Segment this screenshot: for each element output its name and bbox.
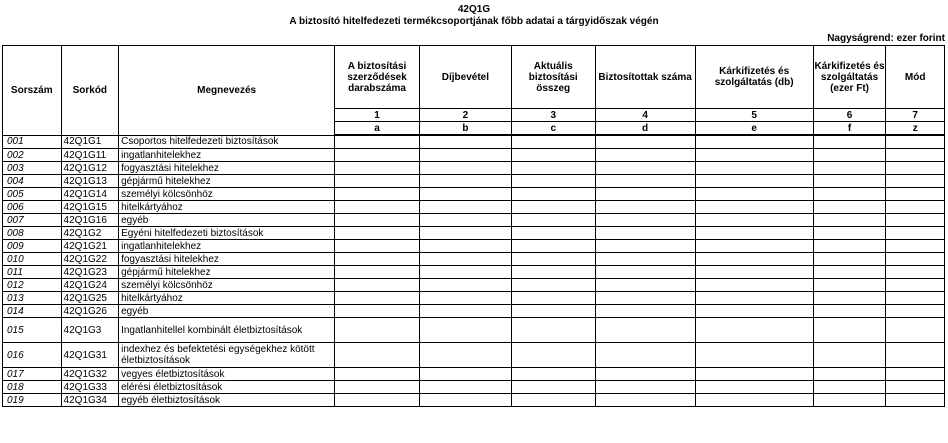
data-cell[interactable] (511, 188, 595, 201)
row-code: 42Q1G14 (61, 188, 119, 201)
row-code: 42Q1G21 (61, 240, 119, 253)
data-cell[interactable] (886, 305, 945, 318)
data-cell[interactable] (886, 162, 945, 175)
col-letter: c (511, 122, 595, 136)
row-code: 42Q1G12 (61, 162, 119, 175)
row-code: 42Q1G2 (61, 227, 119, 240)
data-cell[interactable] (595, 253, 695, 266)
row-name: elérési életbiztosítások (119, 381, 335, 394)
row-code: 42Q1G15 (61, 201, 119, 214)
row-number: 015 (3, 318, 62, 343)
data-cell[interactable] (813, 318, 886, 343)
row-name: hitelkártyához (119, 201, 335, 214)
data-cell[interactable] (335, 175, 420, 188)
col-header-label: Díjbevétel (419, 46, 511, 109)
data-cell[interactable] (886, 292, 945, 305)
data-cell[interactable] (335, 266, 420, 279)
data-cell[interactable] (695, 135, 813, 149)
data-cell[interactable] (511, 279, 595, 292)
data-cell[interactable] (695, 240, 813, 253)
data-cell[interactable] (419, 227, 511, 240)
data-cell[interactable] (595, 318, 695, 343)
col-number: 6 (813, 109, 886, 122)
table-row (3, 201, 945, 214)
row-number: 014 (3, 305, 62, 318)
table-header (3, 46, 945, 136)
row-number: 018 (3, 381, 62, 394)
data-cell[interactable] (813, 135, 886, 149)
data-cell[interactable] (886, 149, 945, 162)
table-row (3, 394, 945, 407)
table-row (3, 188, 945, 201)
col-header-megnevezes: Megnevezés (119, 46, 335, 136)
data-cell[interactable] (335, 279, 420, 292)
data-cell[interactable] (335, 305, 420, 318)
data-cell[interactable] (695, 253, 813, 266)
col-number: 2 (419, 109, 511, 122)
data-cell[interactable] (695, 343, 813, 368)
row-code: 42Q1G16 (61, 214, 119, 227)
data-cell[interactable] (419, 279, 511, 292)
data-cell[interactable] (813, 188, 886, 201)
data-cell[interactable] (595, 368, 695, 381)
data-cell[interactable] (886, 368, 945, 381)
col-number: 3 (511, 109, 595, 122)
col-letter: f (813, 122, 886, 136)
row-name: Egyéni hitelfedezeti biztosítások (119, 227, 335, 240)
data-cell[interactable] (419, 305, 511, 318)
data-cell[interactable] (419, 318, 511, 343)
data-cell[interactable] (511, 201, 595, 214)
data-cell[interactable] (813, 292, 886, 305)
data-cell[interactable] (595, 343, 695, 368)
table-row (3, 227, 945, 240)
data-cell[interactable] (511, 266, 595, 279)
row-number: 016 (3, 343, 62, 368)
data-cell[interactable] (886, 135, 945, 149)
data-cell[interactable] (419, 149, 511, 162)
data-table (2, 45, 945, 407)
data-cell[interactable] (595, 394, 695, 407)
row-code: 42Q1G11 (61, 149, 119, 162)
data-cell[interactable] (813, 266, 886, 279)
form-code: 42Q1G (457, 4, 491, 15)
row-code: 42Q1G26 (61, 305, 119, 318)
table-row (3, 305, 945, 318)
data-cell[interactable] (419, 175, 511, 188)
data-cell[interactable] (813, 305, 886, 318)
data-cell[interactable] (886, 175, 945, 188)
table-row (3, 240, 945, 253)
data-cell[interactable] (511, 381, 595, 394)
row-number: 017 (3, 368, 62, 381)
data-cell[interactable] (813, 253, 886, 266)
table-row (3, 381, 945, 394)
data-cell[interactable] (813, 227, 886, 240)
table-row (3, 253, 945, 266)
row-number: 005 (3, 188, 62, 201)
row-name: fogyasztási hitelekhez (119, 253, 335, 266)
data-cell[interactable] (886, 318, 945, 343)
data-cell[interactable] (419, 292, 511, 305)
data-cell[interactable] (335, 253, 420, 266)
data-cell[interactable] (335, 343, 420, 368)
table-body (3, 135, 945, 407)
row-number: 010 (3, 253, 62, 266)
table-row (3, 279, 945, 292)
col-number: 5 (695, 109, 813, 122)
data-cell[interactable] (595, 227, 695, 240)
row-name: indexhez és befektetési egységekhez kötött életbiztosítások (119, 343, 335, 368)
data-cell[interactable] (695, 201, 813, 214)
data-cell[interactable] (511, 305, 595, 318)
data-cell[interactable] (813, 343, 886, 368)
data-cell[interactable] (695, 394, 813, 407)
data-cell[interactable] (595, 162, 695, 175)
row-name: Ingatlanhitellel kombinált életbiztosítások (119, 318, 335, 343)
table-row (3, 292, 945, 305)
row-name: személyi kölcsönhöz (119, 279, 335, 292)
col-letter: a (335, 122, 420, 136)
col-header-label: Biztosítottak száma (595, 46, 695, 109)
data-cell[interactable] (335, 240, 420, 253)
row-name: ingatlanhitelekhez (119, 149, 335, 162)
row-name: egyéb (119, 305, 335, 318)
data-cell[interactable] (335, 201, 420, 214)
data-cell[interactable] (813, 368, 886, 381)
data-cell[interactable] (886, 343, 945, 368)
col-letter: z (886, 122, 945, 136)
row-name: Csoportos hitelfedezeti biztosítások (119, 135, 335, 149)
row-number: 006 (3, 201, 62, 214)
data-cell[interactable] (595, 305, 695, 318)
data-cell[interactable] (335, 318, 420, 343)
row-number: 009 (3, 240, 62, 253)
data-cell[interactable] (813, 381, 886, 394)
data-cell[interactable] (419, 201, 511, 214)
data-cell[interactable] (511, 253, 595, 266)
row-code: 42Q1G32 (61, 368, 119, 381)
data-cell[interactable] (695, 381, 813, 394)
data-cell[interactable] (595, 201, 695, 214)
data-cell[interactable] (419, 188, 511, 201)
data-cell[interactable] (595, 149, 695, 162)
data-cell[interactable] (886, 279, 945, 292)
row-name: gépjármű hitelekhez (119, 175, 335, 188)
data-cell[interactable] (595, 135, 695, 149)
row-name: fogyasztási hitelekhez (119, 162, 335, 175)
col-header-label: Mód (886, 46, 945, 109)
data-cell[interactable] (335, 227, 420, 240)
data-cell[interactable] (511, 240, 595, 253)
col-number: 7 (886, 109, 945, 122)
col-letter: d (595, 122, 695, 136)
row-number: 012 (3, 279, 62, 292)
row-number: 008 (3, 227, 62, 240)
data-cell[interactable] (813, 175, 886, 188)
form-title: A biztosító hitelfedezeti termékcsoportjának főbb adatai a tárgyidőszak végén (289, 16, 659, 27)
data-cell[interactable] (511, 394, 595, 407)
data-cell[interactable] (335, 135, 420, 149)
data-cell[interactable] (595, 214, 695, 227)
data-cell[interactable] (419, 368, 511, 381)
row-name: hitelkártyához (119, 292, 335, 305)
data-cell[interactable] (419, 266, 511, 279)
data-cell[interactable] (813, 214, 886, 227)
row-number: 011 (3, 266, 62, 279)
row-code: 42Q1G22 (61, 253, 119, 266)
data-cell[interactable] (695, 214, 813, 227)
row-number: 003 (3, 162, 62, 175)
row-name: gépjármű hitelekhez (119, 266, 335, 279)
data-cell[interactable] (695, 227, 813, 240)
row-name: egyéb (119, 214, 335, 227)
table-row (3, 343, 945, 368)
row-number: 019 (3, 394, 62, 407)
row-number: 013 (3, 292, 62, 305)
data-cell[interactable] (511, 214, 595, 227)
data-cell[interactable] (335, 368, 420, 381)
col-header-sorkod: Sorkód (61, 46, 119, 136)
table-row (3, 135, 945, 149)
data-cell[interactable] (595, 292, 695, 305)
row-code: 42Q1G24 (61, 279, 119, 292)
data-cell[interactable] (886, 381, 945, 394)
data-cell[interactable] (511, 343, 595, 368)
unit-note: Nagyságrend: ezer forint (827, 33, 945, 44)
data-cell[interactable] (419, 214, 511, 227)
data-cell[interactable] (419, 394, 511, 407)
data-cell[interactable] (886, 188, 945, 201)
data-cell[interactable] (511, 292, 595, 305)
data-cell[interactable] (695, 266, 813, 279)
col-letter: b (419, 122, 511, 136)
data-cell[interactable] (813, 149, 886, 162)
row-number: 001 (3, 135, 62, 149)
data-cell[interactable] (886, 394, 945, 407)
col-letter: e (695, 122, 813, 136)
col-number: 4 (595, 109, 695, 122)
data-cell[interactable] (813, 279, 886, 292)
data-cell[interactable] (335, 292, 420, 305)
data-cell[interactable] (695, 368, 813, 381)
row-number: 007 (3, 214, 62, 227)
table-row (3, 162, 945, 175)
data-cell[interactable] (595, 381, 695, 394)
col-number: 1 (335, 109, 420, 122)
data-cell[interactable] (335, 394, 420, 407)
data-cell[interactable] (695, 305, 813, 318)
row-code: 42Q1G1 (61, 135, 119, 149)
table-row (3, 149, 945, 162)
row-name: egyéb életbiztosítások (119, 394, 335, 407)
data-cell[interactable] (695, 162, 813, 175)
data-cell[interactable] (419, 135, 511, 149)
data-cell[interactable] (595, 240, 695, 253)
row-number: 004 (3, 175, 62, 188)
row-code: 42Q1G33 (61, 381, 119, 394)
row-code: 42Q1G23 (61, 266, 119, 279)
col-header-sorszam: Sorszám (3, 46, 62, 136)
data-cell[interactable] (595, 175, 695, 188)
data-cell[interactable] (511, 135, 595, 149)
data-cell[interactable] (695, 188, 813, 201)
table-row (3, 175, 945, 188)
data-cell[interactable] (419, 162, 511, 175)
table-row (3, 266, 945, 279)
data-cell[interactable] (886, 201, 945, 214)
data-cell[interactable] (595, 279, 695, 292)
data-cell[interactable] (419, 381, 511, 394)
data-cell[interactable] (813, 240, 886, 253)
data-cell[interactable] (595, 188, 695, 201)
row-number: 002 (3, 149, 62, 162)
table-row (3, 214, 945, 227)
data-cell[interactable] (419, 253, 511, 266)
data-cell[interactable] (511, 368, 595, 381)
data-cell[interactable] (695, 279, 813, 292)
data-cell[interactable] (335, 381, 420, 394)
data-cell[interactable] (419, 343, 511, 368)
data-cell[interactable] (813, 201, 886, 214)
data-cell[interactable] (511, 149, 595, 162)
row-code: 42Q1G34 (61, 394, 119, 407)
data-cell[interactable] (695, 149, 813, 162)
col-header-label: Aktuális biztosítási összeg (511, 46, 595, 109)
data-cell[interactable] (511, 318, 595, 343)
data-cell[interactable] (335, 214, 420, 227)
row-code: 42Q1G25 (61, 292, 119, 305)
col-header-label: Kárkifizetés és szolgáltatás (db) (695, 46, 813, 109)
data-cell[interactable] (886, 253, 945, 266)
data-cell[interactable] (886, 227, 945, 240)
data-cell[interactable] (511, 227, 595, 240)
data-cell[interactable] (695, 175, 813, 188)
row-name: ingatlanhitelekhez (119, 240, 335, 253)
data-cell[interactable] (335, 162, 420, 175)
data-cell[interactable] (419, 240, 511, 253)
data-cell[interactable] (335, 188, 420, 201)
row-name: személyi kölcsönhöz (119, 188, 335, 201)
data-cell[interactable] (813, 162, 886, 175)
data-cell[interactable] (886, 240, 945, 253)
col-header-label: A biztosítási szerződések darabszáma (335, 46, 420, 109)
row-name: vegyes életbiztosítások (119, 368, 335, 381)
data-cell[interactable] (886, 266, 945, 279)
data-cell[interactable] (695, 292, 813, 305)
data-cell[interactable] (695, 318, 813, 343)
data-cell[interactable] (595, 266, 695, 279)
row-code: 42Q1G31 (61, 343, 119, 368)
row-code: 42Q1G3 (61, 318, 119, 343)
table-row (3, 318, 945, 343)
col-header-label: Kárkifizetés és szolgáltatás (ezer Ft) (813, 46, 886, 109)
data-cell[interactable] (335, 149, 420, 162)
data-cell[interactable] (511, 162, 595, 175)
data-cell[interactable] (813, 394, 886, 407)
data-cell[interactable] (886, 214, 945, 227)
row-code: 42Q1G13 (61, 175, 119, 188)
data-cell[interactable] (511, 175, 595, 188)
table-row (3, 368, 945, 381)
